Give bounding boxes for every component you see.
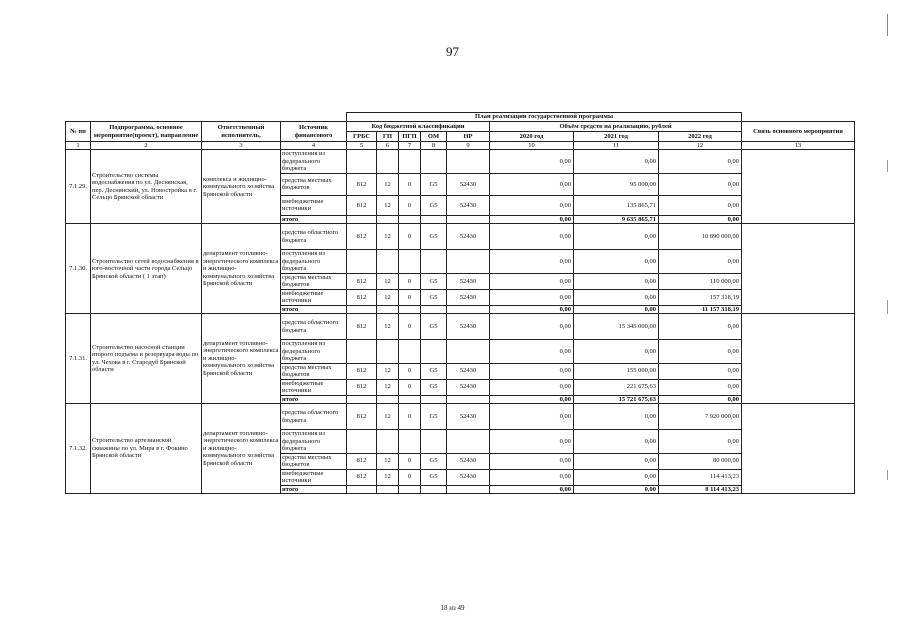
cell-om: G5 xyxy=(421,224,447,250)
page-number: 97 xyxy=(446,44,459,59)
cell-y2021: 0,00 xyxy=(574,150,659,173)
page-footer: 18 из 49 xyxy=(440,604,465,612)
col-index: 3 xyxy=(202,142,281,150)
cell-gp: 12 xyxy=(377,224,399,250)
cell-grbs xyxy=(347,430,377,453)
funding-source: поступления из федерального бюджета xyxy=(281,430,347,453)
cell-y2022: 0,00 xyxy=(659,430,742,453)
total-y2021: 9 635 865,71 xyxy=(574,215,659,223)
table-row xyxy=(66,314,855,340)
cell-y2022: 110 000,00 xyxy=(659,273,742,289)
cell-y2022: 0,00 xyxy=(659,195,742,215)
cell-om: G5 xyxy=(421,379,447,395)
cell-nr: 52430 xyxy=(447,314,490,340)
program-name: Строительство сетей водоснабжения в юго-восточной части города Сельцо Брянской области ( 1 этап) xyxy=(91,224,202,314)
total-y2021: 0,00 xyxy=(574,485,659,493)
cell-pgp xyxy=(399,250,421,273)
total-y2020: 0,00 xyxy=(490,395,574,403)
col-program: Подпрограмма, основное мероприятие(проект), направление xyxy=(91,122,202,142)
cell-y2022: 0,00 xyxy=(659,363,742,379)
funding-source: внебюджетные источники xyxy=(281,469,347,485)
cell-y2022: 0,00 xyxy=(659,314,742,340)
col-grbs: ГРБС xyxy=(347,132,377,142)
cell-y2020: 0,00 xyxy=(490,363,574,379)
cell-grbs xyxy=(347,250,377,273)
cell-gp: 12 xyxy=(377,289,399,305)
link-cell xyxy=(742,404,855,494)
cell-gp: 12 xyxy=(377,379,399,395)
cell-y2022: 0,00 xyxy=(659,150,742,173)
cell-om xyxy=(421,340,447,363)
col-num: № пп xyxy=(66,122,91,142)
total-y2022: 11 157 318,19 xyxy=(659,305,742,313)
cell-y2020: 0,00 xyxy=(490,150,574,173)
cell-y2020: 0,00 xyxy=(490,273,574,289)
cell-om: G5 xyxy=(421,453,447,469)
executor-name: комплекса и жилищно-коммунального хозяйства Брянской области xyxy=(202,150,281,224)
program-plan-table xyxy=(65,112,855,494)
cell-y2020: 0,00 xyxy=(490,469,574,485)
cell-y2022: 0,00 xyxy=(659,250,742,273)
cell-gp xyxy=(377,250,399,273)
link-cell xyxy=(742,150,855,224)
col-index: 5 xyxy=(347,142,377,150)
cell-nr: 52430 xyxy=(447,224,490,250)
cell-y2020: 0,00 xyxy=(490,404,574,430)
cell-nr xyxy=(447,150,490,173)
cell-y2020: 0,00 xyxy=(490,340,574,363)
col-executor: Ответственный исполнитель, xyxy=(202,122,281,142)
cell-gp: 12 xyxy=(377,363,399,379)
cell-y2020: 0,00 xyxy=(490,173,574,195)
cell-pgp: 0 xyxy=(399,273,421,289)
table-row xyxy=(66,224,855,250)
funding-source: поступления из федерального бюджета xyxy=(281,150,347,173)
total-label: итого xyxy=(281,215,347,223)
col-2020: 2020 год xyxy=(490,132,574,142)
cell-grbs xyxy=(347,150,377,173)
link-cell xyxy=(742,314,855,404)
cell-y2021: 0,00 xyxy=(574,469,659,485)
row-number: 7.1.30. xyxy=(66,224,91,314)
col-source: Источник финансового xyxy=(281,122,347,142)
cell-y2022: 10 890 000,00 xyxy=(659,224,742,250)
funding-source: внебюджетные источники xyxy=(281,379,347,395)
program-name: Строительство системы водоснабжения по ул. Деснянская, пер. Деснянский, ул. Новостройка в г. Сельцо Брянской области xyxy=(91,150,202,224)
margin-dot xyxy=(887,160,888,172)
cell-y2022: 157 318,19 xyxy=(659,289,742,305)
cell-y2022: 80 000,00 xyxy=(659,453,742,469)
table-title: План реализации государственной программы xyxy=(347,113,742,122)
cell-y2021: 155 000,00 xyxy=(574,363,659,379)
cell-gp: 12 xyxy=(377,195,399,215)
program-name: Строительство насосной станции второго подъема и резервуара воды по ул. Чехова в г. Стародуб Брянской области xyxy=(91,314,202,404)
cell-om: G5 xyxy=(421,289,447,305)
total-y2022: 8 114 413,23 xyxy=(659,485,742,493)
total-y2020: 0,00 xyxy=(490,215,574,223)
cell-pgp: 0 xyxy=(399,224,421,250)
total-y2020: 0,00 xyxy=(490,485,574,493)
cell-pgp: 0 xyxy=(399,363,421,379)
cell-nr: 52430 xyxy=(447,273,490,289)
col-index: 8 xyxy=(421,142,447,150)
row-number: 7.1.29. xyxy=(66,150,91,224)
cell-grbs: 812 xyxy=(347,314,377,340)
cell-gp: 12 xyxy=(377,404,399,430)
funding-source: поступления из федерального бюджета xyxy=(281,340,347,363)
link-cell xyxy=(742,224,855,314)
col-index: 2 xyxy=(91,142,202,150)
cell-y2022: 7 920 000,00 xyxy=(659,404,742,430)
cell-grbs: 812 xyxy=(347,289,377,305)
cell-gp: 12 xyxy=(377,273,399,289)
cell-nr xyxy=(447,340,490,363)
col-2021: 2021 год xyxy=(574,132,659,142)
executor-name: департамент топливно-энергетического комплекса и жилищно-коммунального хозяйства Брянской области xyxy=(202,314,281,404)
cell-y2022: 0,00 xyxy=(659,379,742,395)
cell-grbs: 812 xyxy=(347,273,377,289)
funding-source: внебюджетные источники xyxy=(281,195,347,215)
cell-nr: 52430 xyxy=(447,379,490,395)
cell-gp xyxy=(377,340,399,363)
cell-gp xyxy=(377,430,399,453)
cell-y2020: 0,00 xyxy=(490,453,574,469)
cell-nr xyxy=(447,430,490,453)
col-2022: 2022 год xyxy=(659,132,742,142)
total-y2022: 0,00 xyxy=(659,215,742,223)
executor-name: департамент топливно-энергетического комплекса и жилищно-коммунального хозяйства Брянской области xyxy=(202,224,281,314)
cell-pgp: 0 xyxy=(399,469,421,485)
cell-pgp: 0 xyxy=(399,173,421,195)
funding-source: поступления из федерального бюджета xyxy=(281,250,347,273)
program-name: Строительство артезианской скважины по ул. Мира в г. Фокино Брянской области xyxy=(91,404,202,494)
col-index: 4 xyxy=(281,142,347,150)
col-index: 12 xyxy=(659,142,742,150)
cell-y2021: 95 000,00 xyxy=(574,173,659,195)
col-index: 1 xyxy=(66,142,91,150)
cell-y2021: 221 675,63 xyxy=(574,379,659,395)
cell-y2022: 114 413,23 xyxy=(659,469,742,485)
cell-grbs: 812 xyxy=(347,173,377,195)
cell-pgp: 0 xyxy=(399,289,421,305)
cell-gp: 12 xyxy=(377,173,399,195)
cell-om: G5 xyxy=(421,173,447,195)
table-row xyxy=(66,404,855,430)
cell-grbs: 812 xyxy=(347,363,377,379)
cell-y2020: 0,00 xyxy=(490,224,574,250)
cell-y2021: 0,00 xyxy=(574,224,659,250)
total-y2021: 0,00 xyxy=(574,305,659,313)
cell-y2022: 0,00 xyxy=(659,173,742,195)
cell-grbs: 812 xyxy=(347,379,377,395)
total-label: итого xyxy=(281,395,347,403)
cell-grbs: 812 xyxy=(347,469,377,485)
funding-source: внебюджетные источники xyxy=(281,289,347,305)
cell-nr: 52430 xyxy=(447,469,490,485)
cell-om xyxy=(421,250,447,273)
row-number: 7.1.32. xyxy=(66,404,91,494)
cell-grbs: 812 xyxy=(347,453,377,469)
cell-y2020: 0,00 xyxy=(490,195,574,215)
cell-nr: 52430 xyxy=(447,404,490,430)
col-link: Связь основного мероприятия xyxy=(742,122,855,142)
amount-group-header: Объём средств на реализацию, рублей xyxy=(490,122,742,132)
cell-y2021: 0,00 xyxy=(574,453,659,469)
funding-source: средства местных бюджетов xyxy=(281,453,347,469)
col-gp: ГП xyxy=(377,132,399,142)
cell-gp: 12 xyxy=(377,314,399,340)
cell-pgp xyxy=(399,340,421,363)
margin-dot xyxy=(887,470,888,480)
cell-om: G5 xyxy=(421,314,447,340)
cell-y2020: 0,00 xyxy=(490,314,574,340)
cell-y2020: 0,00 xyxy=(490,379,574,395)
cell-y2021: 0,00 xyxy=(574,273,659,289)
cell-nr: 52430 xyxy=(447,453,490,469)
cell-gp xyxy=(377,150,399,173)
cell-grbs: 812 xyxy=(347,224,377,250)
total-y2021: 15 721 675,63 xyxy=(574,395,659,403)
cell-y2020: 0,00 xyxy=(490,430,574,453)
col-index: 6 xyxy=(377,142,399,150)
col-index: 10 xyxy=(490,142,574,150)
executor-name: департамент топливно-энергетического комплекса и жилищно-коммунального хозяйства Брянской области xyxy=(202,404,281,494)
margin-mark xyxy=(887,14,888,36)
cell-nr: 52430 xyxy=(447,289,490,305)
margin-dot xyxy=(887,300,888,314)
cell-grbs xyxy=(347,340,377,363)
cell-nr: 52430 xyxy=(447,173,490,195)
cell-gp: 12 xyxy=(377,469,399,485)
col-index: 13 xyxy=(742,142,855,150)
cell-pgp: 0 xyxy=(399,404,421,430)
cell-om: G5 xyxy=(421,363,447,379)
col-index: 7 xyxy=(399,142,421,150)
cell-pgp: 0 xyxy=(399,453,421,469)
cell-y2021: 0,00 xyxy=(574,404,659,430)
col-index: 11 xyxy=(574,142,659,150)
funding-source: средства местных бюджетов xyxy=(281,273,347,289)
cell-om: G5 xyxy=(421,273,447,289)
funding-source: средства областного бюджета xyxy=(281,314,347,340)
total-y2020: 0,00 xyxy=(490,305,574,313)
table-row xyxy=(66,150,855,173)
cell-y2021: 0,00 xyxy=(574,250,659,273)
col-om: ОМ xyxy=(421,132,447,142)
cell-grbs: 812 xyxy=(347,404,377,430)
total-y2022: 0,00 xyxy=(659,395,742,403)
cell-pgp: 0 xyxy=(399,314,421,340)
cell-y2020: 0,00 xyxy=(490,250,574,273)
cell-gp: 12 xyxy=(377,453,399,469)
cell-nr: 52430 xyxy=(447,195,490,215)
row-number: 7.1.31. xyxy=(66,314,91,404)
cell-om: G5 xyxy=(421,404,447,430)
funding-source: средства местных бюджетов xyxy=(281,363,347,379)
cell-pgp: 0 xyxy=(399,379,421,395)
cell-y2021: 135 865,71 xyxy=(574,195,659,215)
funding-source: средства областного бюджета xyxy=(281,224,347,250)
cell-grbs: 812 xyxy=(347,195,377,215)
total-label: итого xyxy=(281,485,347,493)
col-nr: НР xyxy=(447,132,490,142)
cell-y2020: 0,00 xyxy=(490,289,574,305)
cell-om xyxy=(421,150,447,173)
col-pgp: ПГП xyxy=(399,132,421,142)
cell-pgp xyxy=(399,150,421,173)
cell-y2021: 0,00 xyxy=(574,340,659,363)
col-index: 9 xyxy=(447,142,490,150)
cell-nr xyxy=(447,250,490,273)
cell-y2021: 0,00 xyxy=(574,289,659,305)
cell-pgp: 0 xyxy=(399,195,421,215)
cell-om: G5 xyxy=(421,195,447,215)
cell-y2021: 15 345 000,00 xyxy=(574,314,659,340)
cell-y2021: 0,00 xyxy=(574,430,659,453)
cell-y2022: 0,00 xyxy=(659,340,742,363)
cell-om: G5 xyxy=(421,469,447,485)
total-label: итого xyxy=(281,305,347,313)
funding-source: средства местных бюджетов xyxy=(281,173,347,195)
funding-source: средства областного бюджета xyxy=(281,404,347,430)
cell-om xyxy=(421,430,447,453)
cell-nr: 52430 xyxy=(447,363,490,379)
cell-pgp xyxy=(399,430,421,453)
code-group-header: Код бюджетной классификации xyxy=(347,122,490,132)
